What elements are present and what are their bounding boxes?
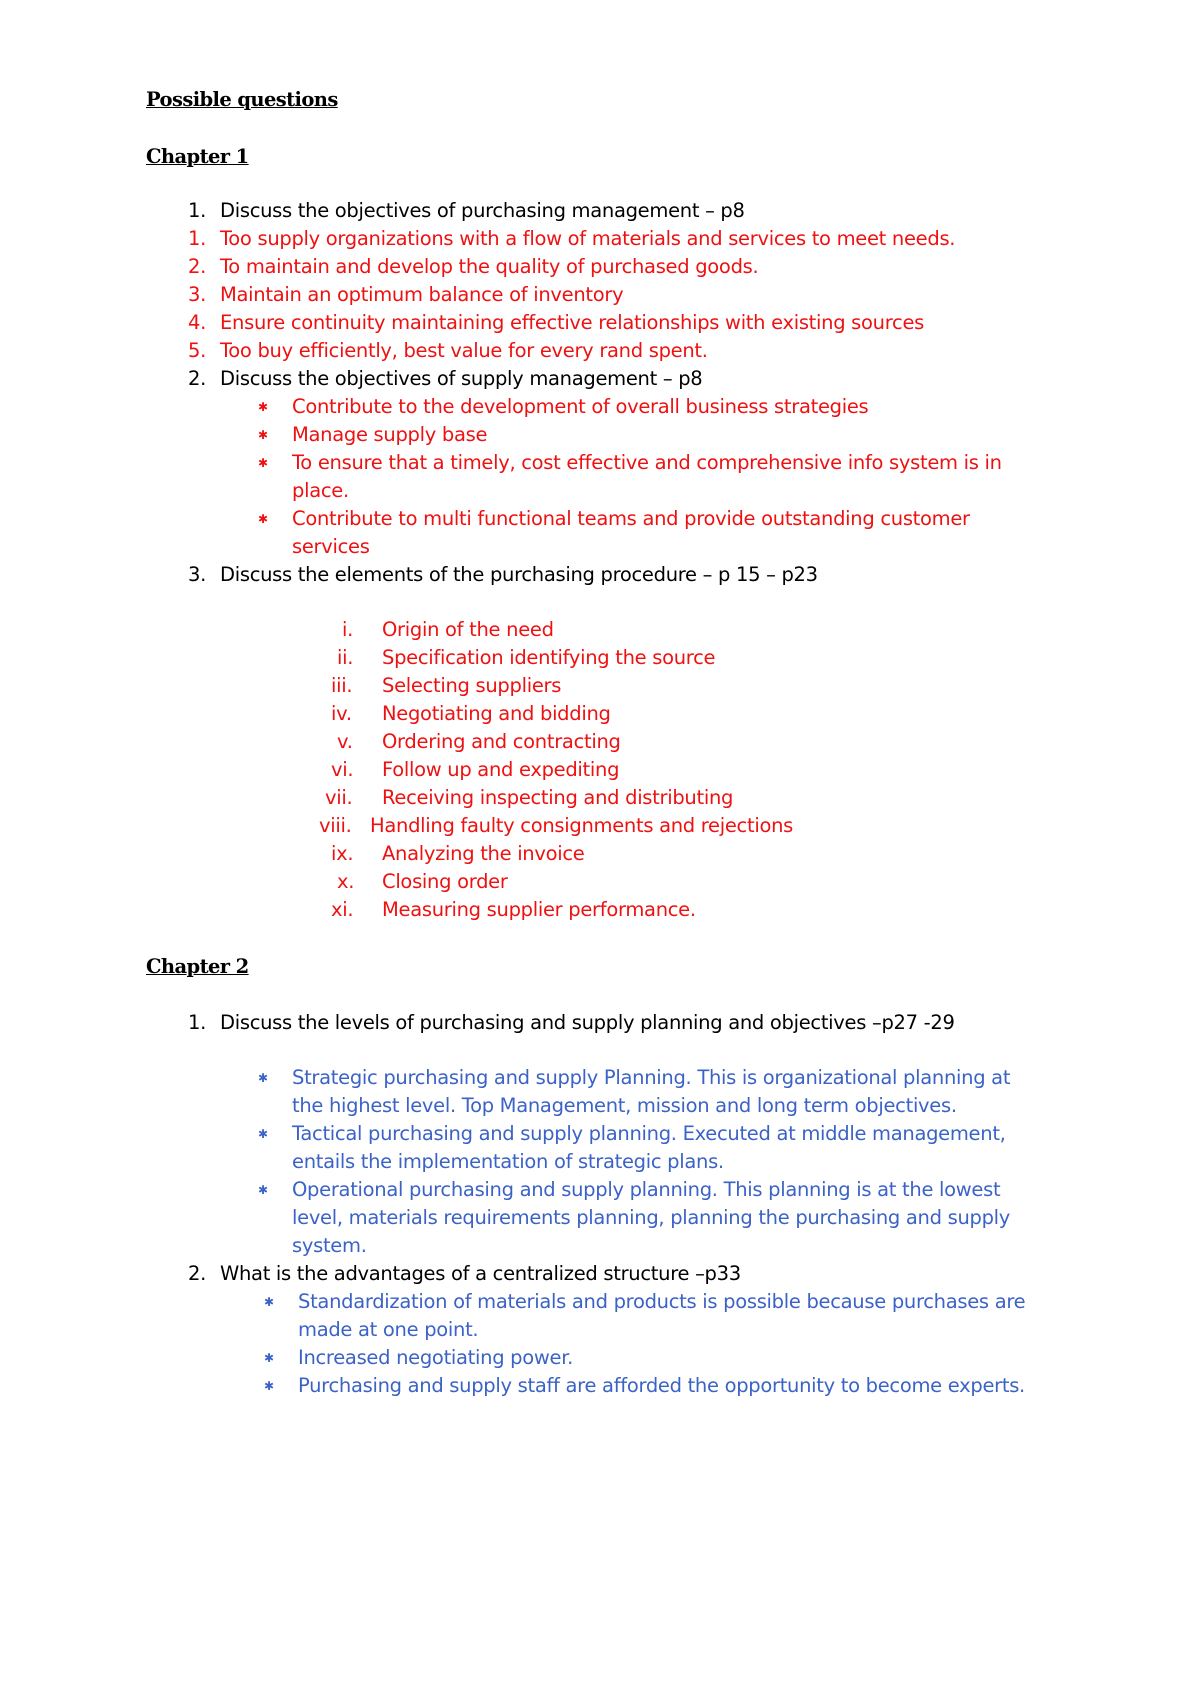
question-text: Discuss the objectives of supply management – p8 (220, 367, 703, 390)
page-title: Possible questions (146, 88, 338, 111)
answer-text: Origin of the need (382, 618, 554, 641)
asterisk-bullet-icon: ✱ (258, 428, 268, 442)
answer-text: system. (292, 1234, 367, 1257)
question-number: 2. (188, 1262, 207, 1285)
answer-text: Strategic purchasing and supply Planning. This is organizational planning at (292, 1066, 1011, 1089)
asterisk-bullet-icon: ✱ (258, 456, 268, 470)
answer-text: Specification identifying the source (382, 646, 716, 669)
answer-text: place. (292, 479, 349, 502)
answer-text: Purchasing and supply staff are afforded the opportunity to become experts. (298, 1374, 1025, 1397)
answer-text: To maintain and develop the quality of purchased goods. (220, 255, 759, 278)
answer-text: Closing order (382, 870, 508, 893)
answer-number: 4. (188, 311, 207, 334)
answer-text: Contribute to the development of overall business strategies (292, 395, 869, 418)
answer-number: i. (342, 618, 354, 641)
answer-text: Measuring supplier performance. (382, 898, 696, 921)
answer-text: Selecting suppliers (382, 674, 562, 697)
answer-text: services (292, 535, 370, 558)
answer-number: 2. (188, 255, 207, 278)
answer-number: xi. (331, 898, 354, 921)
answer-number: 1. (188, 227, 207, 250)
answer-number: viii. (319, 814, 352, 837)
answer-number: vii. (325, 786, 353, 809)
asterisk-bullet-icon: ✱ (264, 1351, 274, 1365)
chapter-2-heading: Chapter 2 (146, 955, 249, 978)
answer-text: Handling faulty consignments and rejections (370, 814, 793, 837)
question-text: Discuss the objectives of purchasing management – p8 (220, 199, 745, 222)
answer-text: Analyzing the invoice (382, 842, 585, 865)
question-text: Discuss the levels of purchasing and supply planning and objectives –p27 -29 (220, 1011, 955, 1034)
answer-text: Negotiating and bidding (382, 702, 611, 725)
answer-text: entails the implementation of strategic plans. (292, 1150, 724, 1173)
question-text: Discuss the elements of the purchasing procedure – p 15 – p23 (220, 563, 818, 586)
answer-text: Follow up and expediting (382, 758, 620, 781)
answer-number: iv. (331, 702, 352, 725)
asterisk-bullet-icon: ✱ (258, 1183, 268, 1197)
answer-text: Maintain an optimum balance of inventory (220, 283, 624, 306)
answer-text: Manage supply base (292, 423, 488, 446)
answer-text: level, materials requirements planning, planning the purchasing and supply (292, 1206, 1011, 1229)
asterisk-bullet-icon: ✱ (258, 1127, 268, 1141)
chapter-1-heading: Chapter 1 (146, 145, 249, 168)
asterisk-bullet-icon: ✱ (264, 1295, 274, 1309)
asterisk-bullet-icon: ✱ (258, 400, 268, 414)
answer-text: Ordering and contracting (382, 730, 621, 753)
answer-text: Tactical purchasing and supply planning. Executed at middle management, (292, 1122, 1006, 1145)
question-number: 2. (188, 367, 207, 390)
answer-number: 5. (188, 339, 207, 362)
answer-text: Standardization of materials and products is possible because purchases are (298, 1290, 1026, 1313)
answer-text: To ensure that a timely, cost effective and comprehensive info system is in (292, 451, 1002, 474)
answer-number: ii. (337, 646, 354, 669)
answer-text: Receiving inspecting and distributing (382, 786, 734, 809)
answer-text: Operational purchasing and supply planning. This planning is at the lowest (292, 1178, 1001, 1201)
question-number: 1. (188, 199, 207, 222)
answer-number: iii. (331, 674, 353, 697)
asterisk-bullet-icon: ✱ (258, 1071, 268, 1085)
answer-number: 3. (188, 283, 207, 306)
answer-number: v. (337, 730, 353, 753)
question-number: 3. (188, 563, 207, 586)
answer-number: vi. (331, 758, 354, 781)
answer-text: Too supply organizations with a flow of materials and services to meet needs. (220, 227, 956, 250)
answer-number: ix. (331, 842, 354, 865)
answer-text: Contribute to multi functional teams and provide outstanding customer (292, 507, 970, 530)
answer-text: the highest level. Top Management, mission and long term objectives. (292, 1094, 957, 1117)
answer-number: x. (337, 870, 355, 893)
asterisk-bullet-icon: ✱ (264, 1379, 274, 1393)
answer-text: Increased negotiating power. (298, 1346, 574, 1369)
answer-text: Too buy efficiently, best value for every rand spent. (220, 339, 708, 362)
question-text: What is the advantages of a centralized structure –p33 (220, 1262, 741, 1285)
question-number: 1. (188, 1011, 207, 1034)
asterisk-bullet-icon: ✱ (258, 512, 268, 526)
answer-text: Ensure continuity maintaining effective relationships with existing sources (220, 311, 924, 334)
answer-text: made at one point. (298, 1318, 479, 1341)
